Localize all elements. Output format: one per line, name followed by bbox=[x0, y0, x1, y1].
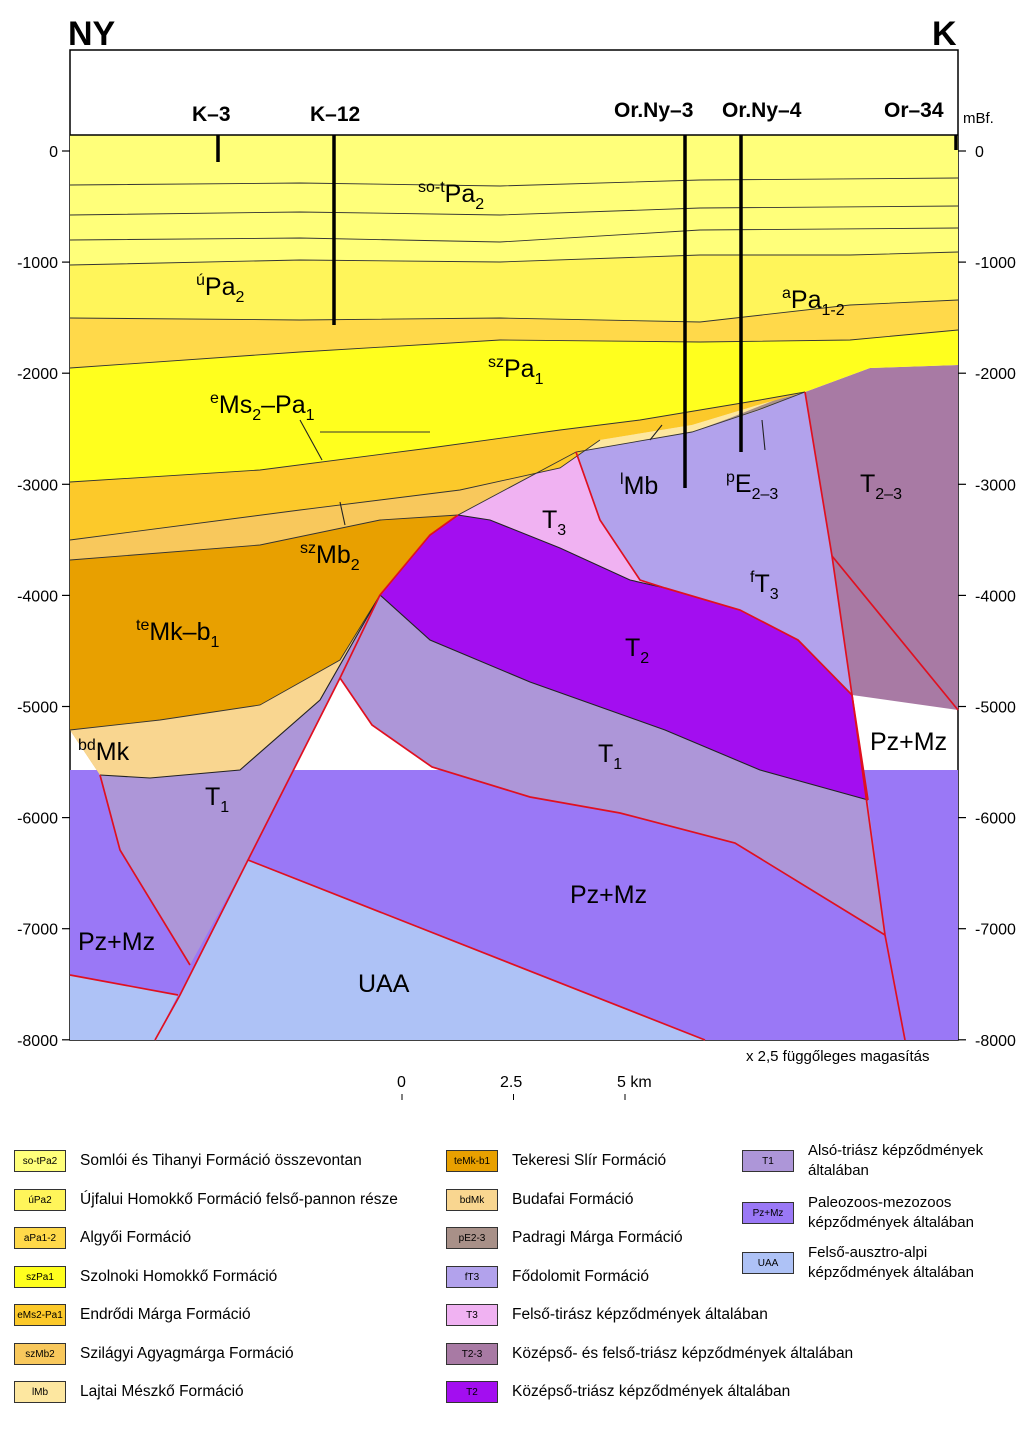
direction-west: NY bbox=[68, 15, 116, 53]
depth-tick-label-left: -7000 bbox=[17, 921, 58, 939]
legend-swatch: T2-3 bbox=[446, 1343, 498, 1365]
depth-tick-label-left: -8000 bbox=[17, 1032, 58, 1050]
unit-label-temk: $^{te}Mk-b_1$ bbox=[136, 617, 220, 651]
unit-label-szmb2: $^{sz}Mb_2$ bbox=[300, 540, 360, 574]
legend-swatch: Pz+Mz bbox=[742, 1202, 794, 1224]
depth-unit-label: mBf. bbox=[963, 110, 994, 127]
unit-label-upa2: $^úPa_2$ bbox=[196, 272, 245, 306]
unit-label-t1-west: $T_1$ bbox=[205, 783, 230, 816]
depth-tick-label-right: -7000 bbox=[975, 921, 1016, 939]
legend-label: Fődolomit Formáció bbox=[512, 1268, 649, 1285]
depth-axis-right bbox=[958, 144, 1016, 1050]
legend-label: Algyői Formáció bbox=[80, 1229, 192, 1246]
unit-label-ems: $^eMs_2-Pa_1$ bbox=[210, 390, 315, 424]
scale-label-0: 0 bbox=[397, 1074, 406, 1091]
legend-label: Budafai Formáció bbox=[512, 1191, 634, 1208]
legend-swatch: eMs2-Pa1 bbox=[14, 1304, 66, 1326]
unit-label-pzmz-west: Pz+Mz bbox=[78, 928, 156, 956]
legend-item bbox=[446, 1148, 666, 1174]
scale-bar bbox=[397, 1074, 652, 1100]
scale-label-5km: 5 km bbox=[617, 1074, 652, 1091]
unit-label-t23: $T_{2-3}$ bbox=[860, 470, 902, 503]
unit-label-pe: $^pE_{2-3}$ bbox=[726, 469, 779, 503]
legend-swatch: T1 bbox=[742, 1150, 794, 1172]
exaggeration-note: x 2,5 függőleges magasítás bbox=[746, 1048, 930, 1065]
well-label-orny4: Or.Ny–4 bbox=[722, 99, 802, 122]
legend-label: Felső-tirász képződmények általában bbox=[512, 1306, 768, 1323]
unit-label-t2: $T_2$ bbox=[625, 634, 650, 667]
depth-tick-label-right: 0 bbox=[975, 144, 984, 161]
legend-swatch: T3 bbox=[446, 1304, 498, 1326]
depth-tick-label-left: -1000 bbox=[17, 255, 58, 273]
depth-tick-label-left: -5000 bbox=[17, 699, 58, 717]
unit-label-pzmz-east: Pz+Mz bbox=[870, 728, 948, 756]
depth-tick-label-left: -4000 bbox=[17, 588, 58, 606]
legend-swatch: szPa1 bbox=[14, 1266, 66, 1288]
legend-swatch: bdMk bbox=[446, 1189, 498, 1211]
well-label-k12: K–12 bbox=[310, 103, 361, 126]
unit-label-bdmk: $^{bd}$Mk bbox=[78, 737, 130, 766]
legend-item bbox=[446, 1225, 683, 1251]
unit-label-szpa1: $^{sz}Pa_1$ bbox=[488, 354, 544, 388]
legend-swatch: fT3 bbox=[446, 1266, 498, 1288]
legend-item bbox=[446, 1264, 649, 1290]
legend-label: Paleozoos-mezozoos képződmények általában bbox=[808, 1194, 974, 1231]
legend-swatch: úPa2 bbox=[14, 1189, 66, 1211]
depth-tick-label-left: -3000 bbox=[17, 477, 58, 495]
depth-tick-label-right: -4000 bbox=[975, 588, 1016, 606]
legend-item bbox=[14, 1302, 251, 1328]
unit-label-soltpa2: $^{so-t}Pa_2$ bbox=[418, 179, 485, 213]
legend-label: Lajtai Mészkő Formáció bbox=[80, 1383, 244, 1400]
legend-swatch: aPa1-2 bbox=[14, 1227, 66, 1249]
unit-label-pzmz-central: Pz+Mz bbox=[570, 881, 648, 909]
unit-label-apa: $^aPa_{1-2}$ bbox=[782, 285, 845, 319]
depth-tick-label-right: -5000 bbox=[975, 699, 1016, 717]
unit-label-uaa: UAA bbox=[358, 970, 410, 998]
legend-item bbox=[446, 1302, 768, 1328]
legend-label: Somlói és Tihanyi Formáció összevontan bbox=[80, 1152, 362, 1169]
legend-swatch: lMb bbox=[14, 1381, 66, 1403]
legend-swatch: szMb2 bbox=[14, 1343, 66, 1365]
depth-tick-label-right: -3000 bbox=[975, 477, 1016, 495]
unit-label-ft3: $^fT_3$ bbox=[750, 569, 779, 603]
depth-tick-label-right: -6000 bbox=[975, 810, 1016, 828]
legend-swatch: teMk-b1 bbox=[446, 1150, 498, 1172]
unit-label-t1-central: $T_1$ bbox=[598, 740, 623, 773]
legend-label: Tekeresi Slír Formáció bbox=[512, 1152, 667, 1169]
legend-item bbox=[14, 1187, 398, 1213]
legend-item bbox=[14, 1264, 277, 1290]
depth-tick-label-left: -2000 bbox=[17, 366, 58, 384]
legend-item bbox=[14, 1225, 191, 1251]
legend-label: Padragi Márga Formáció bbox=[512, 1229, 683, 1246]
legend-label: Alsó-triász képződmények általában bbox=[808, 1142, 984, 1179]
well-label-k3: K–3 bbox=[192, 103, 231, 126]
legend-label: Újfalui Homokkő Formáció felső-pannon része bbox=[80, 1191, 398, 1208]
well-label-or34: Or–34 bbox=[884, 99, 944, 122]
legend-item bbox=[742, 1194, 1012, 1231]
depth-axis-left bbox=[17, 144, 70, 1050]
direction-east: K bbox=[932, 15, 957, 53]
well-label-orny3: Or.Ny–3 bbox=[614, 99, 694, 122]
legend-swatch: UAA bbox=[742, 1252, 794, 1274]
depth-tick-label-left: -6000 bbox=[17, 810, 58, 828]
legend-item bbox=[14, 1148, 362, 1174]
legend-label: Endrődi Márga Formáció bbox=[80, 1306, 251, 1323]
depth-tick-label-right: -2000 bbox=[975, 366, 1016, 384]
legend-item bbox=[14, 1379, 244, 1405]
legend-item bbox=[742, 1244, 1012, 1281]
depth-tick-label-right: -1000 bbox=[975, 255, 1016, 273]
legend-label: Felső-ausztro-alpi képződmények általában bbox=[808, 1244, 974, 1281]
legend-label: Középső- és felső-triász képződmények általában bbox=[512, 1345, 854, 1362]
unit-soltpa2 bbox=[70, 135, 958, 265]
unit-label-lmb: $^l$Mb bbox=[620, 471, 659, 500]
legend-item bbox=[14, 1341, 294, 1367]
legend-item bbox=[446, 1341, 853, 1367]
legend-item bbox=[446, 1187, 633, 1213]
legend-swatch: so-tPa2 bbox=[14, 1150, 66, 1172]
legend-swatch: T2 bbox=[446, 1381, 498, 1403]
legend-item bbox=[446, 1379, 790, 1405]
depth-tick-label-left: 0 bbox=[49, 144, 58, 161]
depth-tick-label-right: -8000 bbox=[975, 1032, 1016, 1050]
scale-label-2-5: 2.5 bbox=[500, 1074, 523, 1091]
legend-label: Szolnoki Homokkő Formáció bbox=[80, 1268, 278, 1285]
legend-swatch: pE2-3 bbox=[446, 1227, 498, 1249]
legend-item bbox=[742, 1142, 1012, 1179]
legend-label: Szilágyi Agyagmárga Formáció bbox=[80, 1345, 294, 1362]
legend-label: Középső-triász képződmények általában bbox=[512, 1383, 791, 1400]
unit-label-t3: $T_3$ bbox=[542, 506, 567, 539]
